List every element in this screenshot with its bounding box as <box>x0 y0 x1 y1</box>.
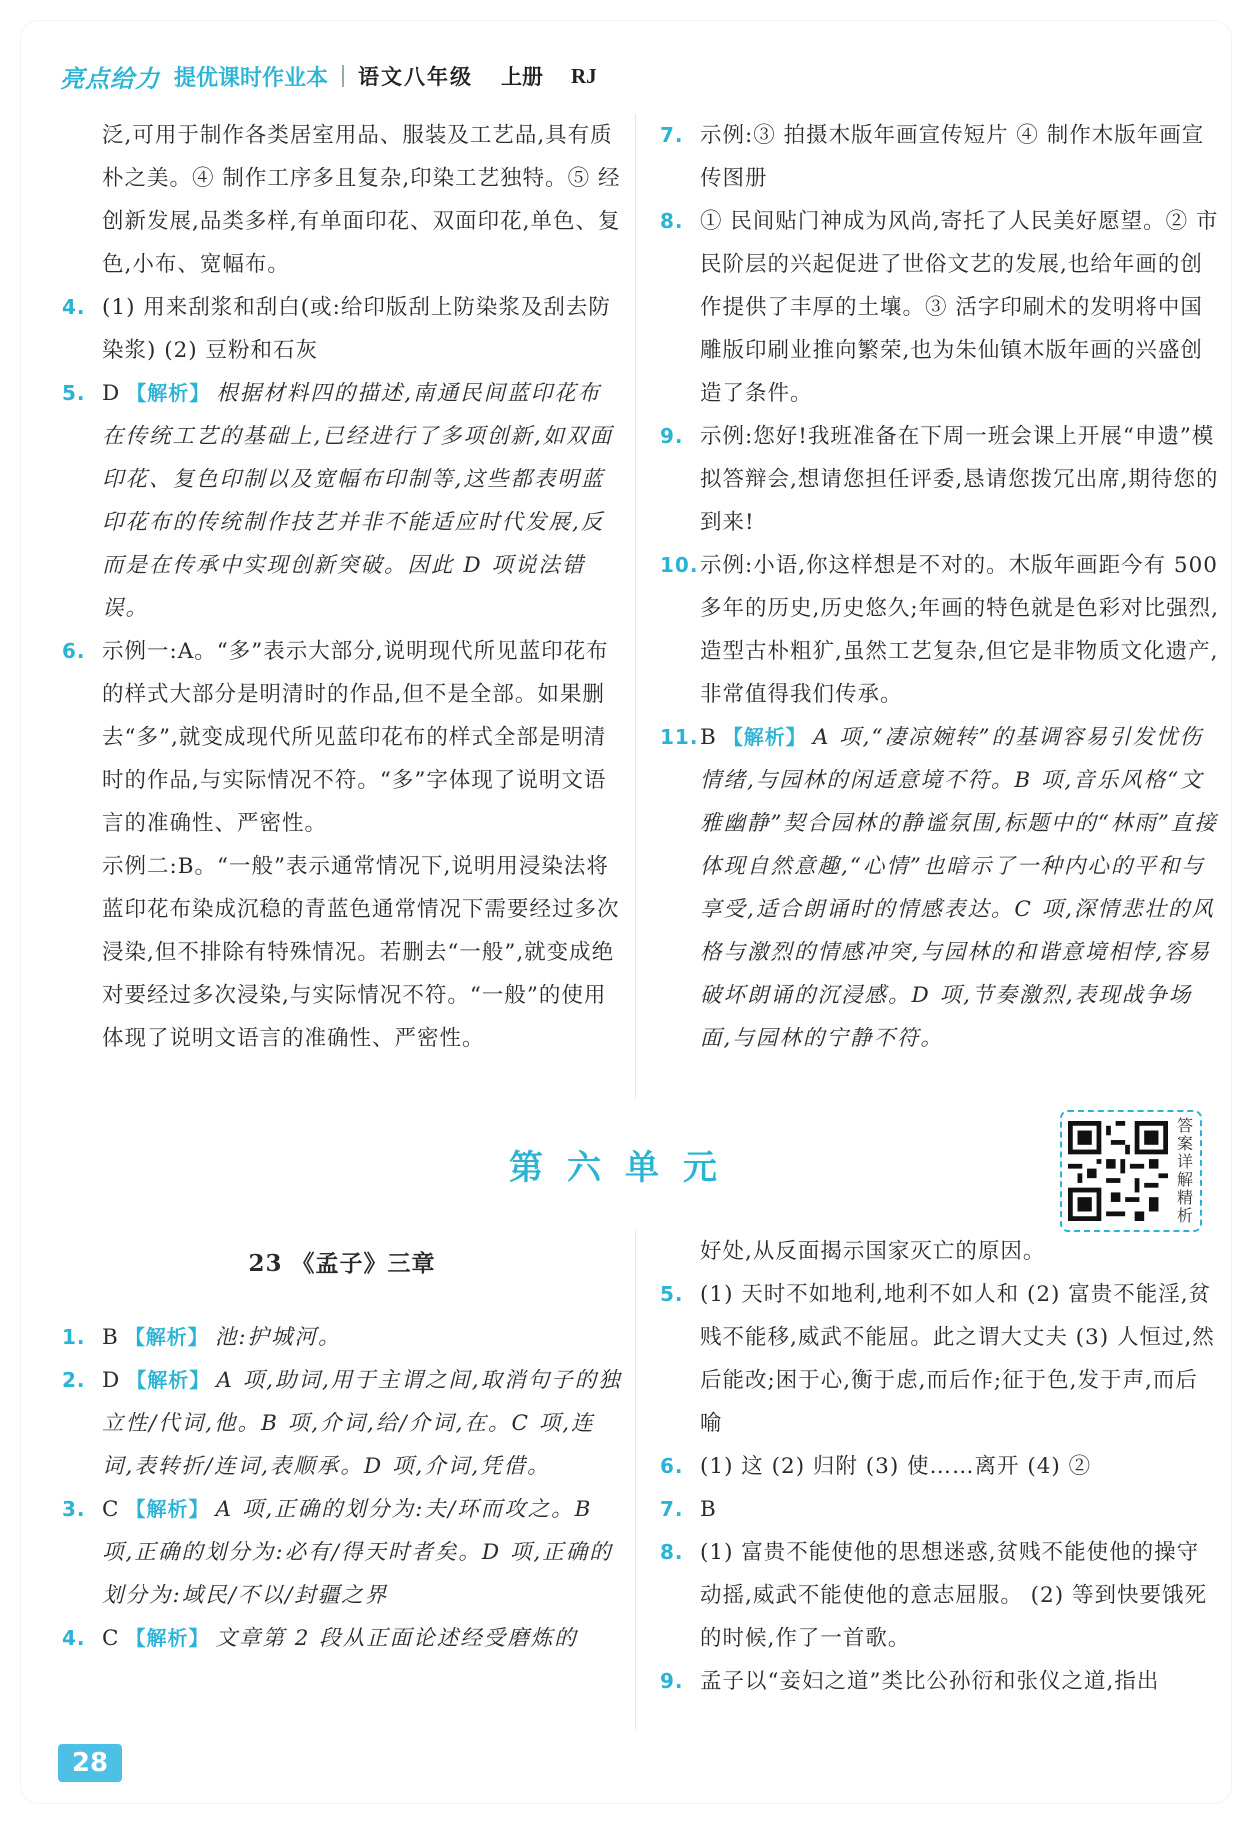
question-number: 4. <box>62 1626 86 1650</box>
answer-item <box>62 1617 622 1660</box>
question-number: 6. <box>62 639 86 663</box>
answer-item <box>62 1488 622 1617</box>
qr-label: 答案详解精析 <box>1176 1116 1193 1225</box>
question-number: 2. <box>62 1368 86 1392</box>
question-number: 6. <box>660 1454 684 1478</box>
question-number: 1. <box>62 1325 86 1349</box>
answer-text: 孟子以“妾妇之道”类比公孙衍和张仪之道,指出 <box>700 1669 1160 1694</box>
analysis-tag: 【解析】 <box>126 381 211 405</box>
analysis-tag: 【解析】 <box>126 1368 211 1392</box>
question-number: 8. <box>660 209 684 233</box>
answer-choice: B <box>102 1325 119 1350</box>
question-number: 11. <box>660 725 699 749</box>
left-column-bottom <box>62 1316 622 1660</box>
section-title: 23 《孟子》三章 <box>248 1250 436 1277</box>
right-column-bottom <box>660 1230 1220 1703</box>
question-number: 9. <box>660 424 684 448</box>
page-header <box>60 58 597 94</box>
volume-label: 上册 <box>501 65 544 89</box>
question-number: 10. <box>660 553 699 577</box>
answer-text: 泛,可用于制作各类居室用品、服装及工艺品,具有质朴之美。④ 制作工序多且复杂,印染工艺独特。⑤ 经创新发展,品类多样,有单面印花、双面印花,单色、复色,小布、宽幅布。 <box>102 123 621 277</box>
header-divider <box>342 65 344 87</box>
left-column-top <box>62 114 622 1060</box>
answer-item <box>660 1273 1220 1445</box>
analysis-tag: 【解析】 <box>125 1626 210 1650</box>
answer-item <box>660 415 1220 544</box>
analysis-tag: 【解析】 <box>124 1325 209 1349</box>
analysis-text: A 项,“凄凉婉转”的基调容易引发忧伤情绪,与园林的闲适意境不符。B 项,音乐风格“文雅幽静”契合园林的静谧氛围,标题中的“林雨”直接体现自然意趣,“心情”也暗示了一种内心的平和与享受,适合朗诵时的情感表达。C 项,深情悲壮的风格与激烈的情感冲突,与园林的和谐意境相悖,容易破坏朗诵的沉浸感。D 项,节奏激烈,表现战争场面,与园林的宁静不符。 <box>700 725 1218 1051</box>
answer-choice: B <box>700 725 717 750</box>
question-number: 7. <box>660 123 684 147</box>
answer-item <box>62 286 622 372</box>
page-number: 28 <box>58 1744 122 1782</box>
answer-text: 示例一:A。“多”表示大部分,说明现代所见蓝印花布的样式大部分是明清时的作品,但不是全部。如果删去“多”,就变成现代所见蓝印花布的样式全部是明清时的作品,与实际情况不符。“多”字体现了说明文语言的准确性、严密性。 <box>102 639 609 836</box>
question-number: 4. <box>62 295 86 319</box>
answer-item <box>660 1488 1220 1531</box>
answer-text: 示例:③ 拍摄木版年画宣传短片 ④ 制作木版年画宣传图册 <box>700 123 1205 191</box>
answer-text: (1) 天时不如地利,地利不如人和 (2) 富贵不能淫,贫贱不能移,威武不能屈。此之谓大丈夫 (3) 人恒过,然后能改;困于心,衡于虑,而后作;征于色,发于声,而后喻 <box>700 1282 1215 1436</box>
question-number: 3. <box>62 1497 86 1521</box>
unit-title: 第六单元 <box>509 1148 741 1188</box>
answer-text: (1) 富贵不能使他的思想迷惑,贫贱不能使他的操守动摇,威武不能使他的意志屈服。 (2) 等到快要饿死的时候,作了一首歌。 <box>700 1540 1207 1651</box>
analysis-tag: 【解析】 <box>125 1497 210 1521</box>
answer-item <box>660 1531 1220 1660</box>
analysis-text: 文章第 2 段从正面论述经受磨炼的 <box>215 1626 578 1651</box>
question-number: 9. <box>660 1669 684 1693</box>
right-column-top <box>660 114 1220 1060</box>
answer-choice: C <box>102 1497 120 1522</box>
brand-subtitle: 提优课时作业本 <box>174 65 329 91</box>
answer-choice: D <box>102 1368 121 1393</box>
analysis-tag: 【解析】 <box>722 725 807 749</box>
analysis-text: A 项,助词,用于主谓之间,取消句子的独立性/代词,他。B 项,介词,给/介词,在。C 项,连词,表转折/连词,表顺承。D 项,介词,凭借。 <box>102 1368 622 1479</box>
answer-item <box>660 114 1220 200</box>
question-number: 7. <box>660 1497 684 1521</box>
analysis-text: A 项,正确的划分为:夫/环而攻之。B 项,正确的划分为:必有/得天时者矣。D 项,正确的划分为:域民/不以/封疆之界 <box>102 1497 613 1608</box>
answer-item <box>660 544 1220 716</box>
answer-item <box>62 1359 622 1488</box>
answer-text: (1) 这 (2) 归附 (3) 使……离开 (4) ② <box>700 1454 1092 1479</box>
answer-item <box>660 1445 1220 1488</box>
answer-text: 示例:小语,你这样想是不对的。木版年画距今有 500 多年的历史,历史悠久;年画的特色就是色彩对比强烈,造型古朴粗犷,虽然工艺复杂,但它是非物质文化遗产,非常值得我们传承。 <box>700 553 1219 707</box>
answer-choice: D <box>102 381 121 406</box>
analysis-text: 根据材料四的描述,南通民间蓝印花布在传统工艺的基础上,已经进行了多项创新,如双面印花、复色印制以及宽幅布印制等,这些都表明蓝印花布的传统制作技艺并非不能适应时代发展,反而是在传承中实现创新突破。因此 D 项说法错误。 <box>102 381 614 621</box>
question-number: 8. <box>660 1540 684 1564</box>
qr-code-icon <box>1068 1121 1168 1221</box>
answer-text: ① 民间贴门神成为风尚,寄托了人民美好愿望。② 市民阶层的兴起促进了世俗文艺的发展,也给年画的创作提供了丰厚的土壤。③ 活字印刷术的发明将中国雕版印刷业推向繁荣,也为朱仙镇木版年画的兴盛创造了条件。 <box>700 209 1219 406</box>
column-divider <box>635 114 636 1099</box>
question-number: 5. <box>62 381 86 405</box>
answer-item <box>660 1660 1220 1703</box>
answer-choice: C <box>102 1626 120 1651</box>
answer-text: 好处,从反面揭示国家灭亡的原因。 <box>700 1239 1046 1264</box>
brand-logo: 亮点给力 <box>60 64 160 93</box>
answer-text: (1) 用来刮浆和刮白(或:给印版刮上防染浆及刮去防染浆) (2) 豆粉和石灰 <box>102 295 611 363</box>
column-divider <box>635 1230 636 1730</box>
answer-item <box>62 1316 622 1359</box>
answer-item <box>660 1230 1220 1273</box>
answer-item <box>62 114 622 286</box>
qr-box[interactable] <box>1060 1110 1202 1232</box>
edition-label: RJ <box>571 63 597 88</box>
answer-item <box>62 630 622 1060</box>
answer-text: 示例:您好!我班准备在下周一班会课上开展“申遗”模拟答辩会,想请您担任评委,恳请您拨冗出席,期待您的到来! <box>700 424 1219 535</box>
analysis-text: 池:护城河。 <box>214 1325 342 1350</box>
subject-grade: 语文八年级 <box>358 65 474 89</box>
answer-item <box>660 716 1220 1060</box>
answer-text-2: 示例二:B。“一般”表示通常情况下,说明用浸染法将蓝印花布染成沉稳的青蓝色通常情况下需要经过多次浸染,但不排除有特殊情况。若删去“一般”,就变成绝对要经过多次浸染,与实际情况不符。“一般”的使用体现了说明文语言的准确性、严密性。 <box>102 854 620 1051</box>
question-number: 5. <box>660 1282 684 1306</box>
answer-item <box>62 372 622 630</box>
answer-item <box>660 200 1220 415</box>
answer-text: B <box>700 1497 717 1522</box>
